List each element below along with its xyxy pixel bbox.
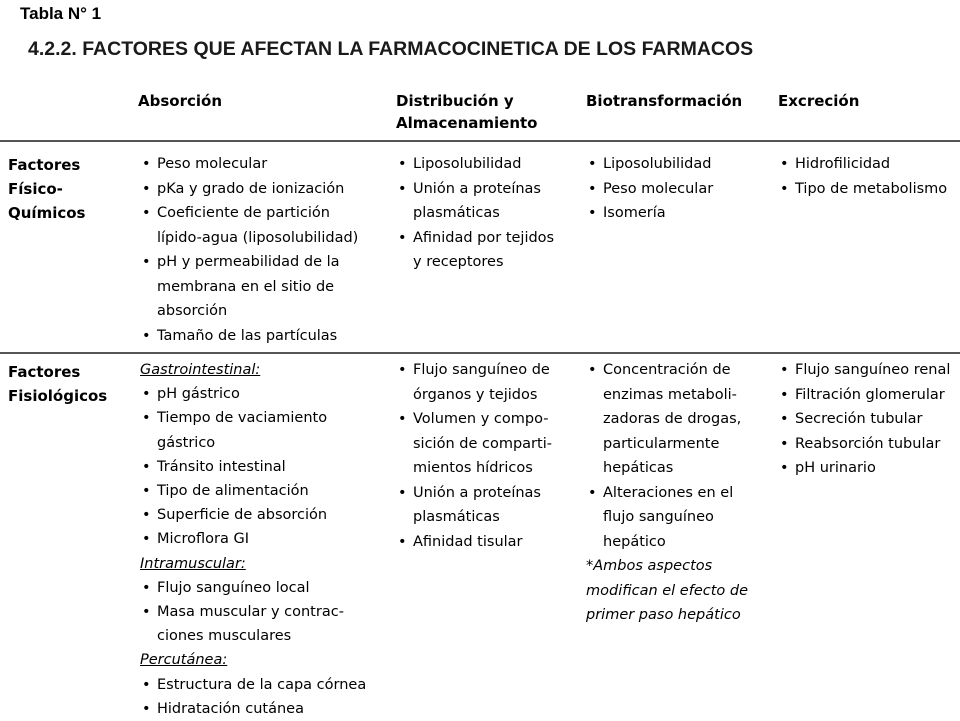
list-item — [586, 152, 713, 177]
row-header-fisicoquimicos — [8, 153, 85, 225]
list-item-text: • Tamaño de las partículas — [157, 327, 338, 344]
cell-fi-biotransformacion — [586, 358, 748, 628]
list-item-text: membrana en el sitio de — [157, 278, 335, 295]
section-label-gastrointestinal: Gastrointestinal: — [140, 362, 261, 378]
list-item — [396, 152, 554, 177]
list-item — [396, 530, 552, 555]
list-item — [586, 177, 713, 202]
list-item-text: lípido-agua (liposolubilidad) — [157, 229, 359, 246]
list-item — [140, 382, 366, 406]
list-item-text: zadoras de drogas, — [603, 411, 742, 427]
row-header-line: Químicos — [8, 204, 86, 222]
list-item-text: • Reabsorción tubular — [795, 435, 941, 452]
list-item-text: • Alteraciones en el — [603, 484, 734, 501]
column-header-biotransformacion: Biotransformación — [586, 92, 743, 110]
list-item-text: • Hidratación cutánea — [157, 700, 304, 717]
list-item-text: • Superficie de absorción — [157, 507, 328, 524]
list-item — [778, 358, 950, 383]
list-item — [140, 600, 366, 648]
list-item-text: • Tránsito intestinal — [157, 458, 286, 475]
list-item — [396, 177, 554, 226]
list-item — [396, 481, 552, 530]
list-item — [586, 358, 748, 481]
cell-fi-excrecion — [778, 358, 950, 481]
list-item-text: • Tipo de alimentación — [157, 483, 309, 500]
column-header-excrecion: Excreción — [778, 92, 860, 110]
list-item-text: • Peso molecular — [157, 156, 268, 172]
list-item-text: • Masa muscular y contrac- — [157, 604, 344, 621]
list-item — [140, 177, 358, 202]
footnote-line: primer paso hepático — [586, 607, 741, 623]
list-item — [140, 201, 358, 250]
list-item-text: enzimas metaboli- — [603, 386, 737, 403]
row-header-line: Físico- — [8, 180, 63, 198]
list-item-text: • pKa y grado de ionización — [157, 180, 345, 197]
footnote-line: *Ambos aspectos — [586, 558, 713, 574]
list-item-text: • pH urinario — [795, 460, 876, 476]
list-item — [140, 527, 366, 551]
cell-fq-absorcion — [140, 152, 358, 348]
list-item-text: flujo sanguíneo — [603, 509, 714, 525]
page-title: 4.2.2. FACTORES QUE AFECTAN LA FARMACOCINETICA DE LOS FARMACOS — [28, 38, 754, 60]
table-number-label: Tabla N° 1 — [20, 4, 102, 23]
list-item-text: particularmente — [603, 435, 720, 452]
list-item-text: absorción — [157, 303, 228, 319]
list-item-text: • Flujo sanguíneo local — [157, 579, 310, 596]
list-item-text: • Filtración glomerular — [795, 386, 945, 403]
cell-fi-distribucion — [396, 358, 552, 554]
list-item-text: • Coeficiente de partición — [157, 205, 330, 221]
list-item — [778, 152, 947, 177]
list-item-text: órganos y tejidos — [413, 386, 538, 403]
cell-fi-absorcion — [140, 358, 366, 721]
list-item-text: • Peso molecular — [603, 180, 714, 197]
list-item — [778, 432, 950, 457]
list-item — [396, 407, 552, 481]
row-header-line: Fisiológicos — [8, 387, 108, 405]
list-item — [140, 673, 366, 697]
list-item-text: mientos hídricos — [413, 460, 533, 476]
list-item-text: • Flujo sanguíneo de — [413, 362, 550, 378]
list-item-text: • Unión a proteínas — [413, 180, 541, 197]
list-item-text: sición de comparti- — [413, 435, 552, 452]
list-item — [140, 503, 366, 527]
row-header-fisiologicos — [8, 360, 107, 408]
list-item — [778, 456, 950, 481]
list-item-text: • Volumen y compo- — [413, 411, 549, 427]
list-item-text: • pH gástrico — [157, 386, 240, 403]
list-item-text: • Liposolubilidad — [413, 156, 522, 172]
list-item-text: plasmáticas — [413, 205, 500, 221]
list-item-text: hepáticas — [603, 460, 674, 476]
list-item-text: • Afinidad tisular — [413, 533, 523, 550]
list-item-text: • Estructura de la capa córnea — [157, 676, 367, 693]
list-item-text: • Tiempo de vaciamiento — [157, 410, 328, 427]
column-header-distribucion-line2: Almacenamiento — [396, 114, 538, 132]
list-item — [140, 250, 358, 324]
list-item — [140, 324, 358, 349]
row-header-line: Factores — [8, 156, 81, 174]
list-item — [586, 201, 713, 226]
list-item — [586, 481, 748, 555]
list-item-text: • Tipo de metabolismo — [795, 180, 948, 197]
row-divider — [0, 352, 960, 354]
column-header-distribucion — [396, 90, 537, 134]
cell-fq-biotransformacion — [586, 152, 713, 226]
list-item-text: • Unión a proteínas — [413, 484, 541, 501]
list-item-text: y receptores — [413, 254, 504, 270]
footnote — [586, 554, 748, 628]
list-item — [778, 383, 950, 408]
column-header-absorcion: Absorción — [138, 92, 222, 110]
list-item — [140, 576, 366, 600]
list-item-text: • Liposolubilidad — [603, 156, 712, 172]
footnote-line: modifican el efecto de — [586, 582, 749, 599]
row-header-line: Factores — [8, 363, 81, 381]
list-item — [140, 455, 366, 479]
section-label-percutanea: Percutánea: — [140, 652, 228, 669]
list-item-text: • Secreción tubular — [795, 411, 923, 427]
list-item-text: • Afinidad por tejidos — [413, 229, 555, 246]
list-item-text: • Concentración de — [603, 362, 731, 378]
list-item-text: • Isomería — [603, 205, 666, 221]
list-item — [140, 697, 366, 721]
list-item-text: • Flujo sanguíneo renal — [795, 362, 951, 378]
list-item — [140, 479, 366, 503]
list-item — [396, 226, 554, 275]
list-item-text: ciones musculares — [157, 628, 292, 645]
column-header-distribucion-line1: Distribución y — [396, 92, 514, 110]
cell-fq-excrecion — [778, 152, 947, 201]
list-item-text: • pH y permeabilidad de la — [157, 254, 340, 270]
list-item — [140, 406, 366, 454]
cell-fq-distribucion — [396, 152, 554, 275]
section-label-intramuscular: Intramuscular: — [140, 555, 246, 572]
list-item-text: gástrico — [157, 434, 216, 451]
list-item-text: hepático — [603, 533, 666, 550]
list-item — [140, 152, 358, 177]
list-item — [778, 177, 947, 202]
list-item-text: • Microflora GI — [157, 531, 249, 548]
header-divider — [0, 140, 960, 142]
list-item-text: • Hidrofilicidad — [795, 156, 891, 172]
list-item — [396, 358, 552, 407]
list-item — [778, 407, 950, 432]
list-item-text: plasmáticas — [413, 509, 500, 525]
